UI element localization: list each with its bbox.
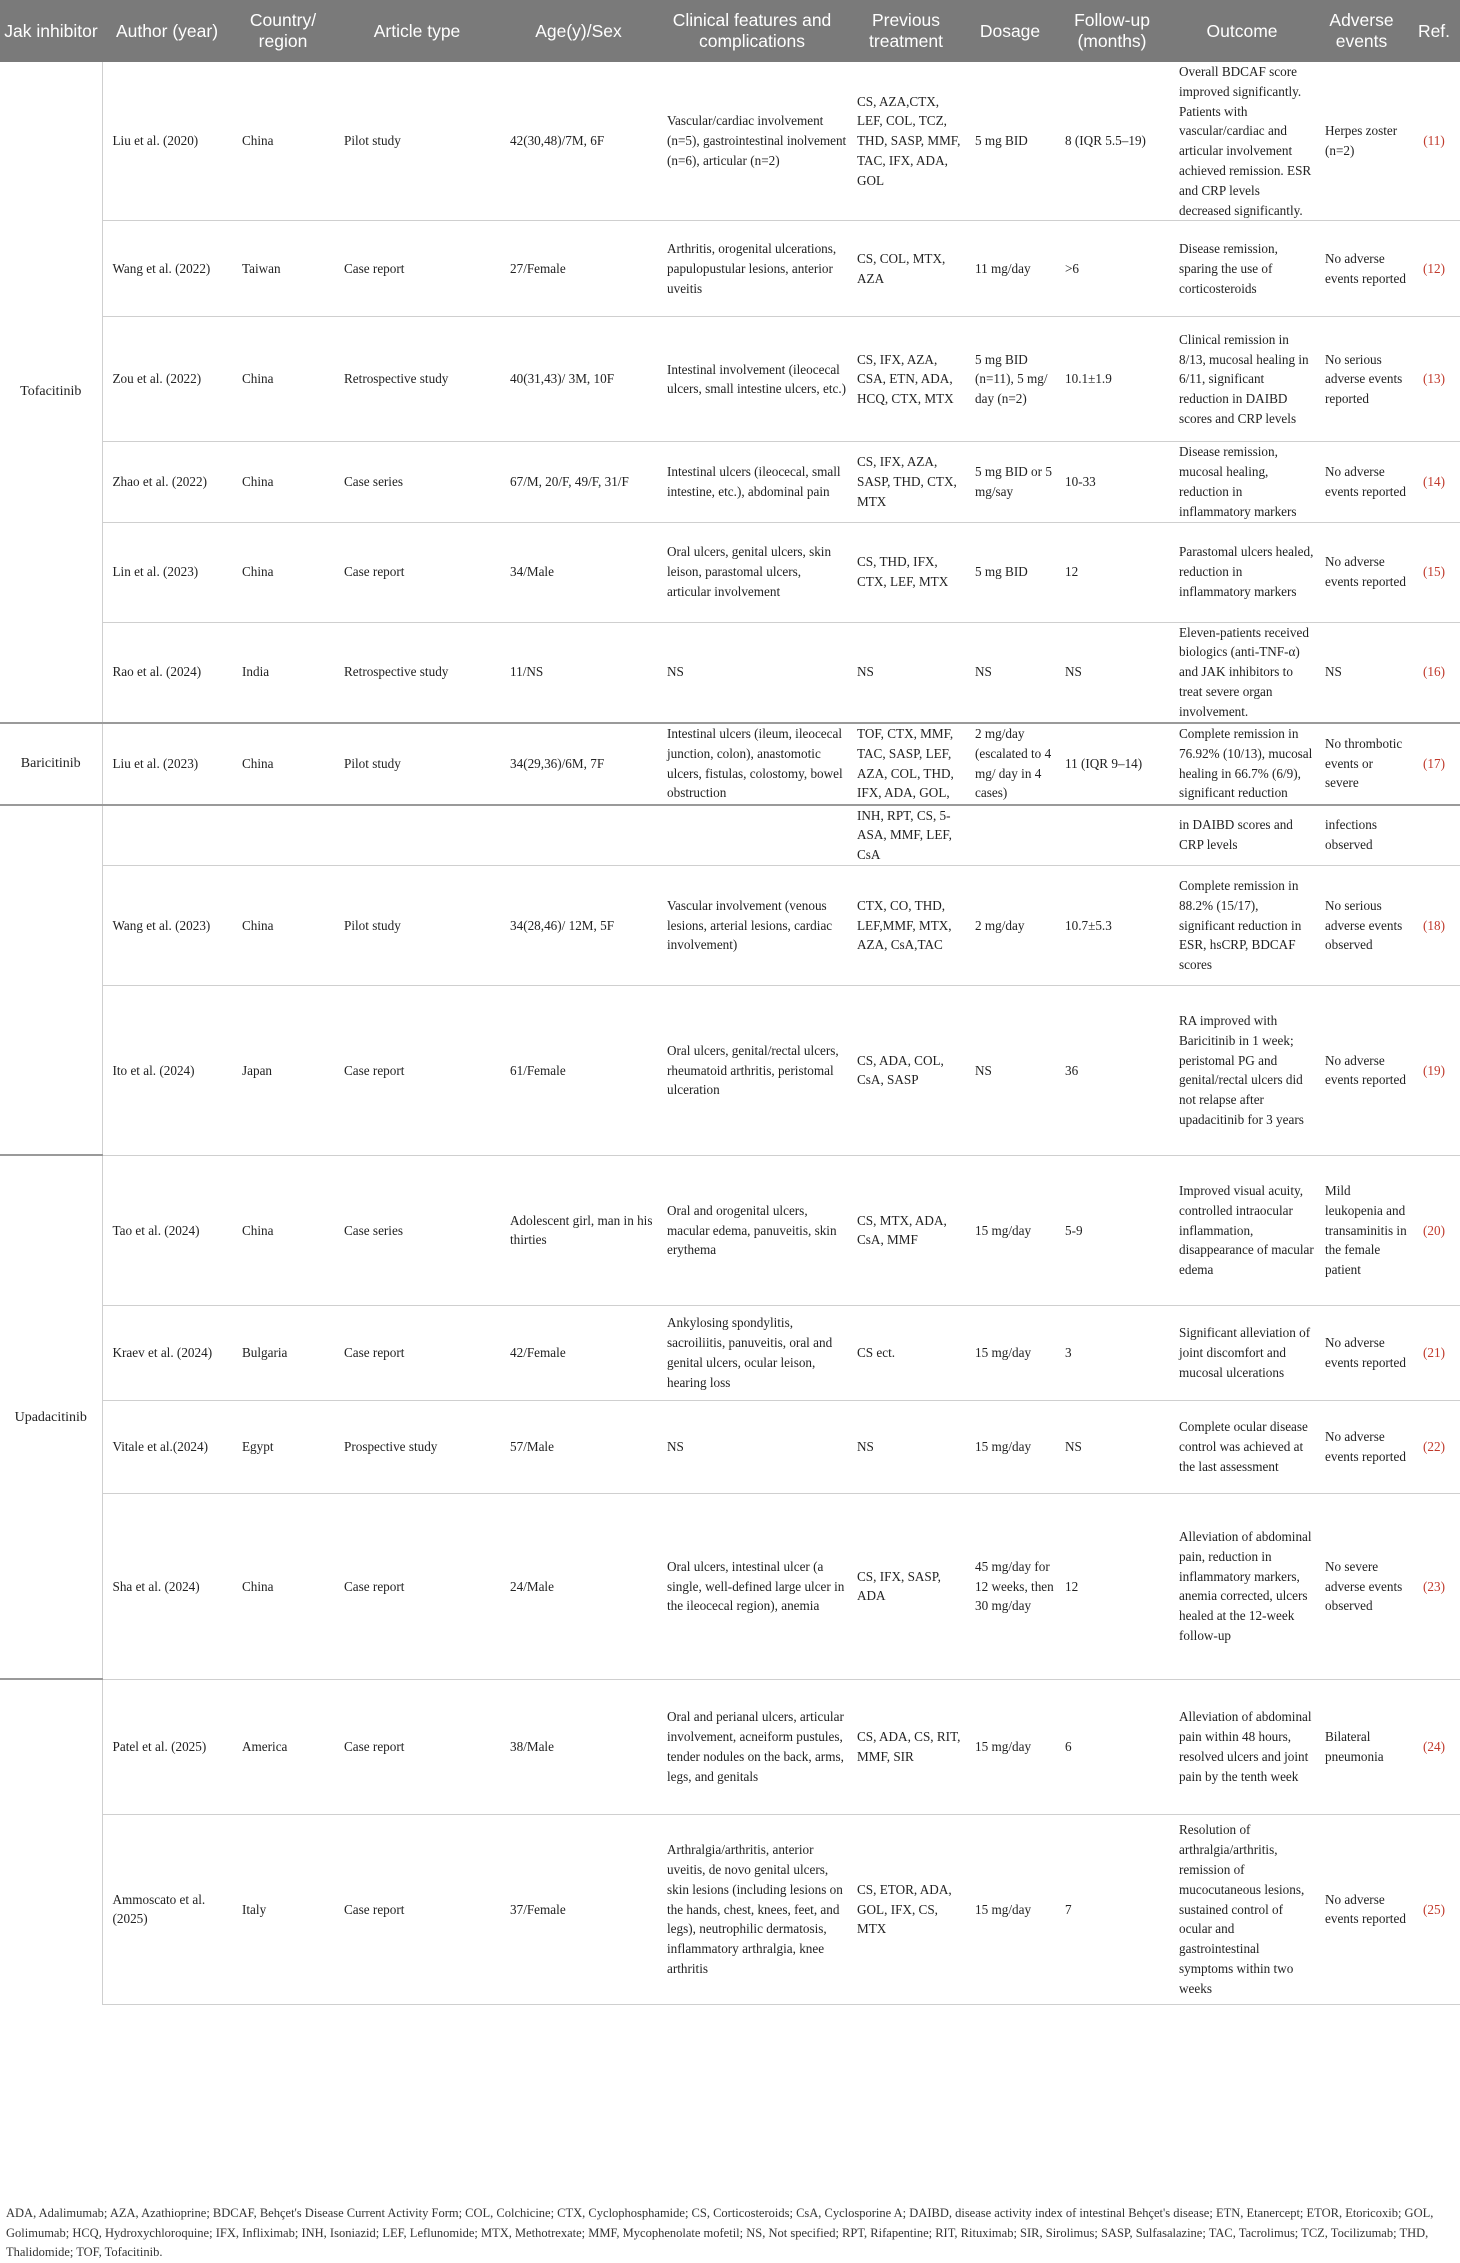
cell-age-sex: 24/Male — [500, 1493, 657, 1679]
cell-followup: 10.1±1.9 — [1055, 317, 1169, 442]
cell-features: Intestinal ulcers (ileocecal, small intestine, etc.), abdominal pain — [657, 442, 847, 522]
cell-age-sex: 34(28,46)/ 12M, 5F — [500, 865, 657, 985]
cell-country: China — [232, 723, 334, 805]
cell-adverse: NS — [1315, 622, 1408, 722]
cell-dosage: 11 mg/day — [965, 221, 1055, 317]
cell-ref — [1408, 805, 1460, 866]
cell-country: China — [232, 522, 334, 622]
cell-features: Vascular involvement (venous lesions, arterial lesions, cardiac involvement) — [657, 865, 847, 985]
cell-age-sex: 34/Male — [500, 522, 657, 622]
cell-type: Case series — [334, 442, 500, 522]
cell-features: NS — [657, 622, 847, 722]
cell-dosage: 15 mg/day — [965, 1814, 1055, 2004]
cell-adverse: No adverse events reported — [1315, 1814, 1408, 2004]
table-row — [0, 1305, 1460, 1400]
cell-author: Liu et al. (2020) — [102, 62, 232, 221]
cell-features: Vascular/cardiac involvement (n=5), gastrointestinal inolvement (n=6), articular (n=2) — [657, 62, 847, 221]
cell-ref[interactable]: (24) — [1408, 1679, 1460, 1814]
cell-author: Ito et al. (2024) — [102, 985, 232, 1155]
cell-ref[interactable]: (12) — [1408, 221, 1460, 317]
table-row — [0, 62, 1460, 221]
cell-ref[interactable]: (20) — [1408, 1155, 1460, 1305]
cell-age-sex: 37/Female — [500, 1814, 657, 2004]
cell-adverse: No thrombotic events or severe — [1315, 723, 1408, 805]
cell-followup: NS — [1055, 1400, 1169, 1493]
table-row — [0, 1814, 1460, 2004]
cell-features — [657, 805, 847, 866]
cell-outcome: Eleven-patients received biologics (anti-TNF-α) and JAK inhibitors to treat severe organ involvement. — [1169, 622, 1315, 722]
header-ref: Ref. — [1408, 0, 1460, 62]
cell-outcome: Complete remission in 76.92% (10/13), mucosal healing in 66.7% (6/9), significant reduction — [1169, 723, 1315, 805]
table-row — [0, 805, 1460, 866]
cell-previous: TOF, CTX, MMF, TAC, SASP, LEF, AZA, COL, THD, IFX, ADA, GOL, — [847, 723, 965, 805]
cell-author: Vitale et al.(2024) — [102, 1400, 232, 1493]
cell-previous: INH, RPT, CS, 5-ASA, MMF, LEF, CsA — [847, 805, 965, 866]
cell-country: China — [232, 62, 334, 221]
cell-type: Pilot study — [334, 62, 500, 221]
cell-features: Ankylosing spondylitis, sacroiliitis, panuveitis, oral and genital ulcers, ocular leison, hearing loss — [657, 1305, 847, 1400]
table-row — [0, 221, 1460, 317]
cell-features: Intestinal ulcers (ileum, ileocecal junction, colon), anastomotic ulcers, fistulas, colostomy, bowel obstruction — [657, 723, 847, 805]
cell-previous: CS, ADA, CS, RIT, MMF, SIR — [847, 1679, 965, 1814]
cell-previous: CS, IFX, SASP, ADA — [847, 1493, 965, 1679]
cell-features: Oral and orogenital ulcers, macular edema, panuveitis, skin erythema — [657, 1155, 847, 1305]
cell-dosage: 5 mg BID — [965, 522, 1055, 622]
cell-country: Taiwan — [232, 221, 334, 317]
cell-type: Case report — [334, 1814, 500, 2004]
cell-features: Intestinal involvement (ileocecal ulcers, small intestine ulcers, etc.) — [657, 317, 847, 442]
cell-ref[interactable]: (21) — [1408, 1305, 1460, 1400]
table-row — [0, 622, 1460, 722]
cell-author: Liu et al. (2023) — [102, 723, 232, 805]
cell-followup: 3 — [1055, 1305, 1169, 1400]
cell-adverse: Bilateral pneumonia — [1315, 1679, 1408, 1814]
cell-followup: 12 — [1055, 522, 1169, 622]
cell-type: Case report — [334, 1679, 500, 1814]
cell-type: Retrospective study — [334, 622, 500, 722]
cell-outcome: Overall BDCAF score improved significantly. Patients with vascular/cardiac and articular involvement achieved remission. ESR and CRP levels decreased significantly. — [1169, 62, 1315, 221]
cell-outcome: Significant alleviation of joint discomfort and mucosal ulcerations — [1169, 1305, 1315, 1400]
header-outcome: Outcome — [1169, 0, 1315, 62]
cell-adverse: infections observed — [1315, 805, 1408, 866]
cell-dosage: 15 mg/day — [965, 1400, 1055, 1493]
cell-age-sex — [500, 805, 657, 866]
cell-previous: CS, AZA,CTX, LEF, COL, TCZ, THD, SASP, MMF, TAC, IFX, ADA, GOL — [847, 62, 965, 221]
cell-age-sex: 11/NS — [500, 622, 657, 722]
cell-previous: CS ect. — [847, 1305, 965, 1400]
group-baricitinib: Baricitinib — [0, 723, 102, 805]
cell-type: Case report — [334, 1493, 500, 1679]
cell-country: China — [232, 1155, 334, 1305]
cell-outcome: Alleviation of abdominal pain, reduction in inflammatory markers, anemia corrected, ulcers healed at the 12-week follow-up — [1169, 1493, 1315, 1679]
header-clinical-features: Clinical features and complications — [657, 0, 847, 62]
cell-followup: 5-9 — [1055, 1155, 1169, 1305]
group-tofacitinib: Tofacitinib — [0, 62, 102, 723]
cell-adverse: No severe adverse events observed — [1315, 1493, 1408, 1679]
cell-ref[interactable]: (15) — [1408, 522, 1460, 622]
cell-country — [232, 805, 334, 866]
cell-age-sex: 42/Female — [500, 1305, 657, 1400]
cell-features: Oral ulcers, genital ulcers, skin leison, parastomal ulcers, articular involvement — [657, 522, 847, 622]
cell-adverse: No adverse events reported — [1315, 442, 1408, 522]
cell-type: Case report — [334, 522, 500, 622]
cell-dosage: 15 mg/day — [965, 1305, 1055, 1400]
cell-author: Zhao et al. (2022) — [102, 442, 232, 522]
cell-country: America — [232, 1679, 334, 1814]
cell-dosage: 5 mg BID (n=11), 5 mg/ day (n=2) — [965, 317, 1055, 442]
cell-dosage: 45 mg/day for 12 weeks, then 30 mg/day — [965, 1493, 1055, 1679]
cell-followup: 10-33 — [1055, 442, 1169, 522]
cell-features: Arthralgia/arthritis, anterior uveitis, de novo genital ulcers, skin lesions (including lesions on the hands, chest, knees, feet, and legs), neutrophilic dermatosis, inflammatory arthralgia, knee arthritis — [657, 1814, 847, 2004]
cell-country: China — [232, 1493, 334, 1679]
cell-dosage: NS — [965, 622, 1055, 722]
cell-country: China — [232, 317, 334, 442]
cell-ref[interactable]: (11) — [1408, 62, 1460, 221]
cell-type: Case series — [334, 1155, 500, 1305]
cell-country: China — [232, 442, 334, 522]
cell-previous: CS, IFX, AZA, CSA, ETN, ADA, HCQ, CTX, MTX — [847, 317, 965, 442]
cell-dosage: 5 mg BID or 5 mg/say — [965, 442, 1055, 522]
cell-dosage: 15 mg/day — [965, 1155, 1055, 1305]
table-row — [0, 317, 1460, 442]
cell-ref[interactable]: (17) — [1408, 723, 1460, 805]
cell-age-sex: Adolescent girl, man in his thirties — [500, 1155, 657, 1305]
cell-author: Rao et al. (2024) — [102, 622, 232, 722]
cell-outcome: Parastomal ulcers healed, reduction in inflammatory markers — [1169, 522, 1315, 622]
cell-author: Zou et al. (2022) — [102, 317, 232, 442]
cell-adverse: Herpes zoster (n=2) — [1315, 62, 1408, 221]
cell-adverse: No adverse events reported — [1315, 1305, 1408, 1400]
cell-outcome: Improved visual acuity, controlled intraocular inflammation, disappearance of macular edema — [1169, 1155, 1315, 1305]
cell-outcome: Resolution of arthralgia/arthritis, remission of mucocutaneous lesions, sustained control of ocular and gastrointestinal symptoms within two weeks — [1169, 1814, 1315, 2004]
cell-ref[interactable]: (18) — [1408, 865, 1460, 985]
cell-dosage: 5 mg BID — [965, 62, 1055, 221]
group-blank — [0, 1679, 102, 2004]
table-row — [0, 1679, 1460, 1814]
cell-features: NS — [657, 1400, 847, 1493]
cell-dosage: NS — [965, 985, 1055, 1155]
header-article-type: Article type — [334, 0, 500, 62]
cell-previous: NS — [847, 1400, 965, 1493]
cell-followup: NS — [1055, 622, 1169, 722]
cell-dosage: 2 mg/day — [965, 865, 1055, 985]
cell-adverse: No adverse events reported — [1315, 522, 1408, 622]
cell-followup: 8 (IQR 5.5–19) — [1055, 62, 1169, 221]
cell-type: Retrospective study — [334, 317, 500, 442]
cell-type: Prospective study — [334, 1400, 500, 1493]
cell-previous: CS, ADA, COL, CsA, SASP — [847, 985, 965, 1155]
cell-followup: 7 — [1055, 1814, 1169, 2004]
cell-previous: CS, IFX, AZA, SASP, THD, CTX, MTX — [847, 442, 965, 522]
table-row — [0, 865, 1460, 985]
table-row — [0, 723, 1460, 805]
cell-outcome: Alleviation of abdominal pain within 48 hours, resolved ulcers and joint pain by the tenth week — [1169, 1679, 1315, 1814]
group-blank — [0, 805, 102, 1156]
cell-age-sex: 42(30,48)/7M, 6F — [500, 62, 657, 221]
header-age-sex: Age(y)/Sex — [500, 0, 657, 62]
table-row — [0, 985, 1460, 1155]
cell-outcome: Disease remission, sparing the use of corticosteroids — [1169, 221, 1315, 317]
cell-followup — [1055, 805, 1169, 866]
cell-previous: CS, ETOR, ADA, GOL, IFX, CS, MTX — [847, 1814, 965, 2004]
cell-followup: 11 (IQR 9–14) — [1055, 723, 1169, 805]
cell-previous: CS, COL, MTX, AZA — [847, 221, 965, 317]
cell-ref[interactable]: (16) — [1408, 622, 1460, 722]
cell-adverse: No serious adverse events observed — [1315, 865, 1408, 985]
cell-outcome: Complete remission in 88.2% (15/17), significant reduction in ESR, hsCRP, BDCAF scores — [1169, 865, 1315, 985]
cell-age-sex: 57/Male — [500, 1400, 657, 1493]
cell-type: Case report — [334, 1305, 500, 1400]
table-row — [0, 1493, 1460, 1679]
cell-followup: 6 — [1055, 1679, 1169, 1814]
cell-adverse: Mild leukopenia and transaminitis in the female patient — [1315, 1155, 1408, 1305]
cell-age-sex: 38/Male — [500, 1679, 657, 1814]
header-previous-treatment: Previous treatment — [847, 0, 965, 62]
cell-outcome: RA improved with Baricitinib in 1 week; peristomal PG and genital/rectal ulcers did not relapse after upadacitinib for 3 years — [1169, 985, 1315, 1155]
cell-adverse: No adverse events reported — [1315, 1400, 1408, 1493]
cell-country: Bulgaria — [232, 1305, 334, 1400]
cell-country: Japan — [232, 985, 334, 1155]
cell-previous: CTX, CO, THD, LEF,MMF, MTX, AZA, CsA,TAC — [847, 865, 965, 985]
table-row — [0, 442, 1460, 522]
cell-author: Lin et al. (2023) — [102, 522, 232, 622]
cell-ref[interactable]: (14) — [1408, 442, 1460, 522]
cell-author — [102, 805, 232, 866]
cell-type: Case report — [334, 985, 500, 1155]
cell-followup: 12 — [1055, 1493, 1169, 1679]
cell-previous: CS, MTX, ADA, CsA, MMF — [847, 1155, 965, 1305]
cell-ref[interactable]: (22) — [1408, 1400, 1460, 1493]
cell-features: Arthritis, orogenital ulcerations, papulopustular lesions, anterior uveitis — [657, 221, 847, 317]
cell-followup: 36 — [1055, 985, 1169, 1155]
cell-dosage — [965, 805, 1055, 866]
cell-author: Kraev et al. (2024) — [102, 1305, 232, 1400]
cell-outcome: Clinical remission in 8/13, mucosal healing in 6/11, significant reduction in DAIBD scores and CRP levels — [1169, 317, 1315, 442]
cell-age-sex: 61/Female — [500, 985, 657, 1155]
cell-author: Tao et al. (2024) — [102, 1155, 232, 1305]
cell-author: Wang et al. (2023) — [102, 865, 232, 985]
header-jak-inhibitor: Jak inhibitor — [0, 0, 102, 62]
cell-outcome: Complete ocular disease control was achieved at the last assessment — [1169, 1400, 1315, 1493]
cell-type: Pilot study — [334, 865, 500, 985]
cell-previous: CS, THD, IFX, CTX, LEF, MTX — [847, 522, 965, 622]
cell-adverse: No adverse events reported — [1315, 985, 1408, 1155]
cell-adverse: No serious adverse events reported — [1315, 317, 1408, 442]
table-row — [0, 1400, 1460, 1493]
table-row — [0, 522, 1460, 622]
cell-author: Sha et al. (2024) — [102, 1493, 232, 1679]
header-country: Country/ region — [232, 0, 334, 62]
group-upadacitinib: Upadacitinib — [0, 1155, 102, 1679]
cell-dosage: 2 mg/day (escalated to 4 mg/ day in 4 cases) — [965, 723, 1055, 805]
cell-country: India — [232, 622, 334, 722]
header-row — [0, 0, 1460, 62]
cell-age-sex: 27/Female — [500, 221, 657, 317]
table-row — [0, 1155, 1460, 1305]
cell-author: Wang et al. (2022) — [102, 221, 232, 317]
cell-features: Oral and perianal ulcers, articular involvement, acneiform pustules, tender nodules on the back, arms, legs, and genitals — [657, 1679, 847, 1814]
cell-type: Case report — [334, 221, 500, 317]
cell-ref[interactable]: (13) — [1408, 317, 1460, 442]
cell-author: Patel et al. (2025) — [102, 1679, 232, 1814]
header-author: Author (year) — [102, 0, 232, 62]
header-dosage: Dosage — [965, 0, 1055, 62]
cell-type: Pilot study — [334, 723, 500, 805]
cell-adverse: No adverse events reported — [1315, 221, 1408, 317]
cell-ref[interactable]: (19) — [1408, 985, 1460, 1155]
cell-followup: 10.7±5.3 — [1055, 865, 1169, 985]
cell-country: Italy — [232, 1814, 334, 2004]
cell-age-sex: 40(31,43)/ 3M, 10F — [500, 317, 657, 442]
header-adverse-events: Adverse events — [1315, 0, 1408, 62]
cell-outcome: Disease remission, mucosal healing, reduction in inflammatory markers — [1169, 442, 1315, 522]
cell-outcome: in DAIBD scores and CRP levels — [1169, 805, 1315, 866]
cell-ref[interactable]: (25) — [1408, 1814, 1460, 2004]
cell-previous: NS — [847, 622, 965, 722]
cell-followup: >6 — [1055, 221, 1169, 317]
cell-features: Oral ulcers, genital/rectal ulcers, rheumatoid arthritis, peristomal ulceration — [657, 985, 847, 1155]
cell-age-sex: 34(29,36)/6M, 7F — [500, 723, 657, 805]
header-follow-up: Follow-up (months) — [1055, 0, 1169, 62]
cell-author: Ammoscato et al. (2025) — [102, 1814, 232, 2004]
cell-type — [334, 805, 500, 866]
cell-country: China — [232, 865, 334, 985]
table-footnote: ADA, Adalimumab; AZA, Azathioprine; BDCAF, Behçet's Disease Current Activity Form; COL, Colchicine; CTX, Cyclophosphamide; CS, Corticosteroids; CsA, Cyclosporine A; DAIBD, disease activity index of intestinal Behçet's disease; ETN, Etanercept; ETOR, Etoricoxib; GOL, Golimumab; HCQ, Hydroxychloroquine; IFX, Infliximab; INH, Isoniazid; LEF, Leflunomide; MTX, Methotrexate; MMF, Mycophenolate mofetil; NS, Not specified; RPT, Rifapentine; RIT, Rituximab; SIR, Sirolimus; SASP, Sulfasalazine; TAC, Tacrolimus; TCZ, Tocilizumab; THD, Thalidomide; TOF, Tofacitinib. — [6, 2206, 1434, 2259]
cell-age-sex: 67/M, 20/F, 49/F, 31/F — [500, 442, 657, 522]
cell-features: Oral ulcers, intestinal ulcer (a single, well-defined large ulcer in the ileocecal region), anemia — [657, 1493, 847, 1679]
cell-ref[interactable]: (23) — [1408, 1493, 1460, 1679]
cell-dosage: 15 mg/day — [965, 1679, 1055, 1814]
cell-country: Egypt — [232, 1400, 334, 1493]
